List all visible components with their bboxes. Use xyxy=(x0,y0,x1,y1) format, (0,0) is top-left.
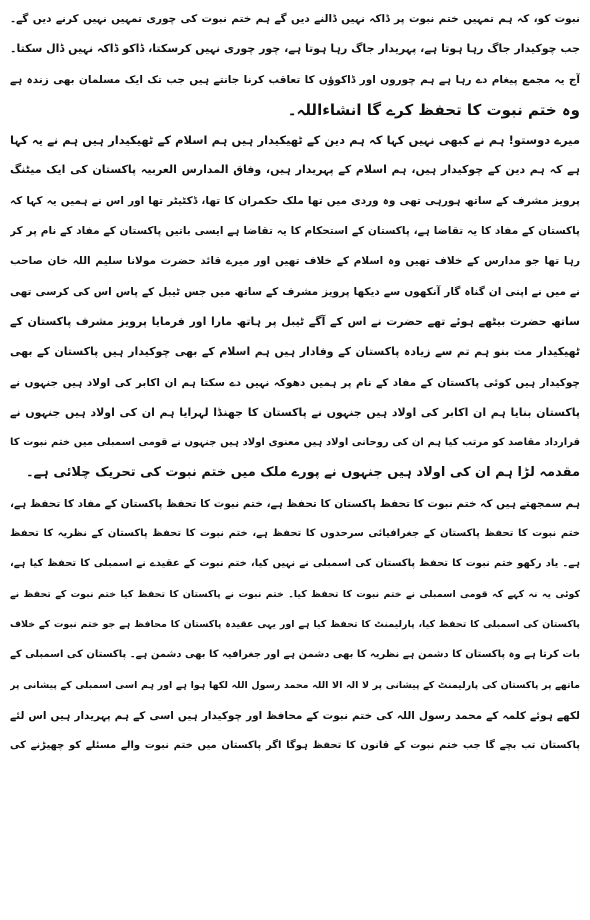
text-line: پاکستان تب بچے گا جب ختم نبوت کے قانون کا تحفظ ہوگا اگر پاکستان میں ختم نبوت والے مسئلے کو چھیڑنے کی xyxy=(10,740,580,752)
text-line: پاکستان کی اسمبلی کا تحفظ کیا، پارلیمنٹ کا تحفظ کیا ہے اور یہی عقیدہ پاکستان کا محافظ ہے جو ختم نبوت کے خلاف xyxy=(10,618,580,630)
text-line: میرے دوستو! ہم نے کبھی نہیں کہا کہ ہم دین کے ٹھیکیدار ہیں ہم اسلام کے ٹھیکیدار ہیں ہم نے یہ کہا xyxy=(10,133,580,148)
text-line: ساتھ حضرت بیٹھے ہوئے تھے حضرت نے اس کے آگے ٹیبل پر ہاتھ مارا اور فرمایا پرویز مشرف پاکستان کے xyxy=(10,314,580,328)
text-line: رہا تھا جو مدارس کے خلاف تھیں وہ اسلام کے خلاف تھیں اور میرے قائد حضرت مولانا سلیم اللہ خان صاحب xyxy=(10,255,580,268)
text-line: بات کرتا ہے وہ پاکستان کا دشمن ہے نظریہ کا بھی دشمن ہے اور جغرافیہ کا بھی دشمن ہے۔ پاکستان کی اسمبلی کے xyxy=(10,649,580,661)
text-line: چوکیدار ہیں کوئی پاکستان کے مفاد کے نام پر ہمیں دھوکہ نہیں دے سکتا ہم ان اکابر کی اولاد ہیں جنہوں نے xyxy=(10,376,580,389)
text-line: کوئی یہ نہ کہے کہ قومی اسمبلی نے ختم نبوت کا تحفظ کیا۔ ختم نبوت نے پاکستان کا تحفظ کیا ختم نبوت کے تحفظ نے xyxy=(10,588,580,600)
text-line: ماتھے پر پاکستان کی پارلیمنٹ کے پیشانی پر لا الہ الا اللہ محمد رسول اللہ لکھا ہوا ہے اور ہم اسی اسمبلی کے پیشانی پر xyxy=(10,679,580,691)
text-line: لکھے ہوئے کلمہ کے محمد رسول اللہ کی ختم نبوت کے محافظ اور چوکیدار ہیں اسی کے ہم پہریدار ہیں اس لئے xyxy=(10,709,580,722)
text-line: وہ ختم نبوت کا تحفظ کرے گا انشاءاللہ۔ xyxy=(287,100,580,119)
urdu-article-body xyxy=(10,4,580,761)
text-line: پاکستان بنایا ہم ان اکابر کی اولاد ہیں جنہوں نے پاکستان کا جھنڈا لہرایا ہم ان کی اولاد ہیں جنہوں نے xyxy=(10,405,580,419)
text-line: ہم سمجھتے ہیں کہ ختم نبوت کا تحفظ پاکستان کا تحفظ ہے، ختم نبوت کا تحفظ پاکستان کے مفاد کا تحفظ ہے، xyxy=(10,497,580,510)
text-line: ہے۔ یاد رکھو ختم نبوت کا تحفظ پاکستان کی اسمبلی نے نہیں کیا، ختم نبوت کے عقیدے نے اسمبلی کا تحفظ کیا ہے، xyxy=(10,558,580,570)
text-line: پاکستان کے مفاد کا یہ تقاضا ہے، پاکستان کے استحکام کا یہ تقاضا ہے ایسی باتیں پاکستان کے مفاد کے نام پر کر xyxy=(10,225,580,238)
text-line: جب چوکیدار جاگ رہا ہوتا ہے، پہریدار جاگ رہا ہوتا ہے، چور چوری نہیں کرسکتا، ڈاکو ڈاکہ نہیں ڈال سکتا۔ xyxy=(10,42,580,56)
text-line: ہے کہ ہم دین کے چوکیدار ہیں، ہم اسلام کے پہریدار ہیں، وفاق المدارس العربیہ پاکستان کی ایک میٹنگ xyxy=(10,163,580,177)
text-line: نبوت کو، کہ ہم تمہیں ختم نبوت پر ڈاکہ نہیں ڈالنے دیں گے ہم ختم نبوت کی چوری تمہیں نہیں کرنے دیں گے۔ xyxy=(10,13,580,25)
text-line: نے میں نے اپنی ان گناہ گار آنکھوں سے دیکھا پرویز مشرف کے ساتھ میں جس ٹیبل کے پاس اس کی کرسی تھی xyxy=(10,285,580,298)
text-line: ٹھیکیدار مت بنو ہم تم سے زیادہ پاکستان کے وفادار ہیں ہم اسلام کے بھی چوکیدار ہیں پاکستان کے بھی xyxy=(10,345,580,359)
text-line: ختم نبوت کا تحفظ پاکستان کے جغرافیائی سرحدوں کا تحفظ ہے، ختم نبوت کا تحفظ پاکستان کے نظریہ کا تحفظ xyxy=(10,528,580,540)
text-line: پرویز مشرف کے ساتھ ہورہی تھی وہ وردی میں تھا ملک حکمران کا تھا، ڈکٹیٹر تھا اور اس نے ہمیں یہ کہا کہ xyxy=(10,194,580,207)
text-line: مقدمہ لڑا ہم ان کی اولاد ہیں جنہوں نے پورے ملک میں ختم نبوت کی تحریک چلائی ہے۔ xyxy=(25,465,580,481)
text-line: آج یہ مجمع پیغام دے رہا ہے ہم چوروں اور ڈاکوؤں کا تعاقب کرنا جانتے ہیں جب تک ایک مسلمان بھی زندہ ہے xyxy=(10,73,580,86)
text-line: قرارداد مقاصد کو مرتب کیا ہم ان کی روحانی اولاد ہیں معنوی اولاد ہیں جنہوں نے قومی اسمبلی میں ختم نبوت کا xyxy=(10,437,580,449)
